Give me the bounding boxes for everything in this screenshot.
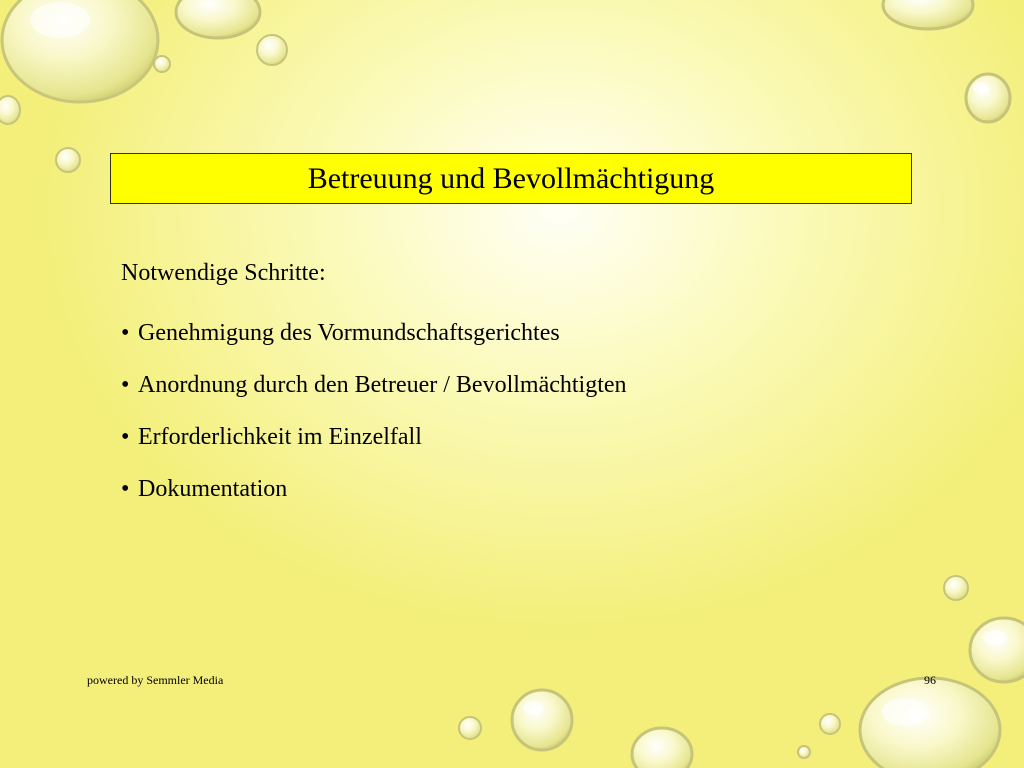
footer-credit: powered by Semmler Media [87,673,224,687]
list-item [121,474,627,526]
bullet-text: Dokumentation [138,476,288,502]
drop [966,74,1010,122]
bullet-dot: • [121,476,130,502]
bullet-dot: • [121,320,130,346]
bullet-text: Anordnung durch den Betreuer / Bevollmächtigten [138,372,627,398]
bullet-dot: • [121,424,130,450]
drop [883,0,973,29]
list-item [121,370,627,422]
drop-highlight [523,701,543,715]
drop [154,56,170,72]
list-item [121,318,627,370]
slide-title: Betreuung und Bevollmächtigung [307,161,715,195]
title-box [110,153,912,204]
page-number: 96 [924,673,936,687]
drop [820,714,840,734]
drop [512,690,572,750]
drop [257,35,287,65]
drop [944,576,968,600]
bullet-dot: • [121,372,130,398]
subheading: Notwendige Schritte: [121,260,326,286]
drop [0,96,20,124]
drop-highlight [881,698,929,726]
drop [970,618,1024,682]
drop [632,728,692,768]
bullet-text: Erforderlichkeit im Einzelfall [138,424,422,450]
drop-highlight [973,82,989,94]
drop [56,148,80,172]
drop-highlight [30,2,90,38]
list-item [121,422,627,474]
drop [860,678,1000,768]
bullet-text: Genehmigung des Vormundschaftsgerichtes [138,320,560,346]
drop-highlight [983,630,1007,646]
drop [459,717,481,739]
drop [176,0,260,38]
bullet-list [121,318,627,526]
drop [798,746,810,758]
